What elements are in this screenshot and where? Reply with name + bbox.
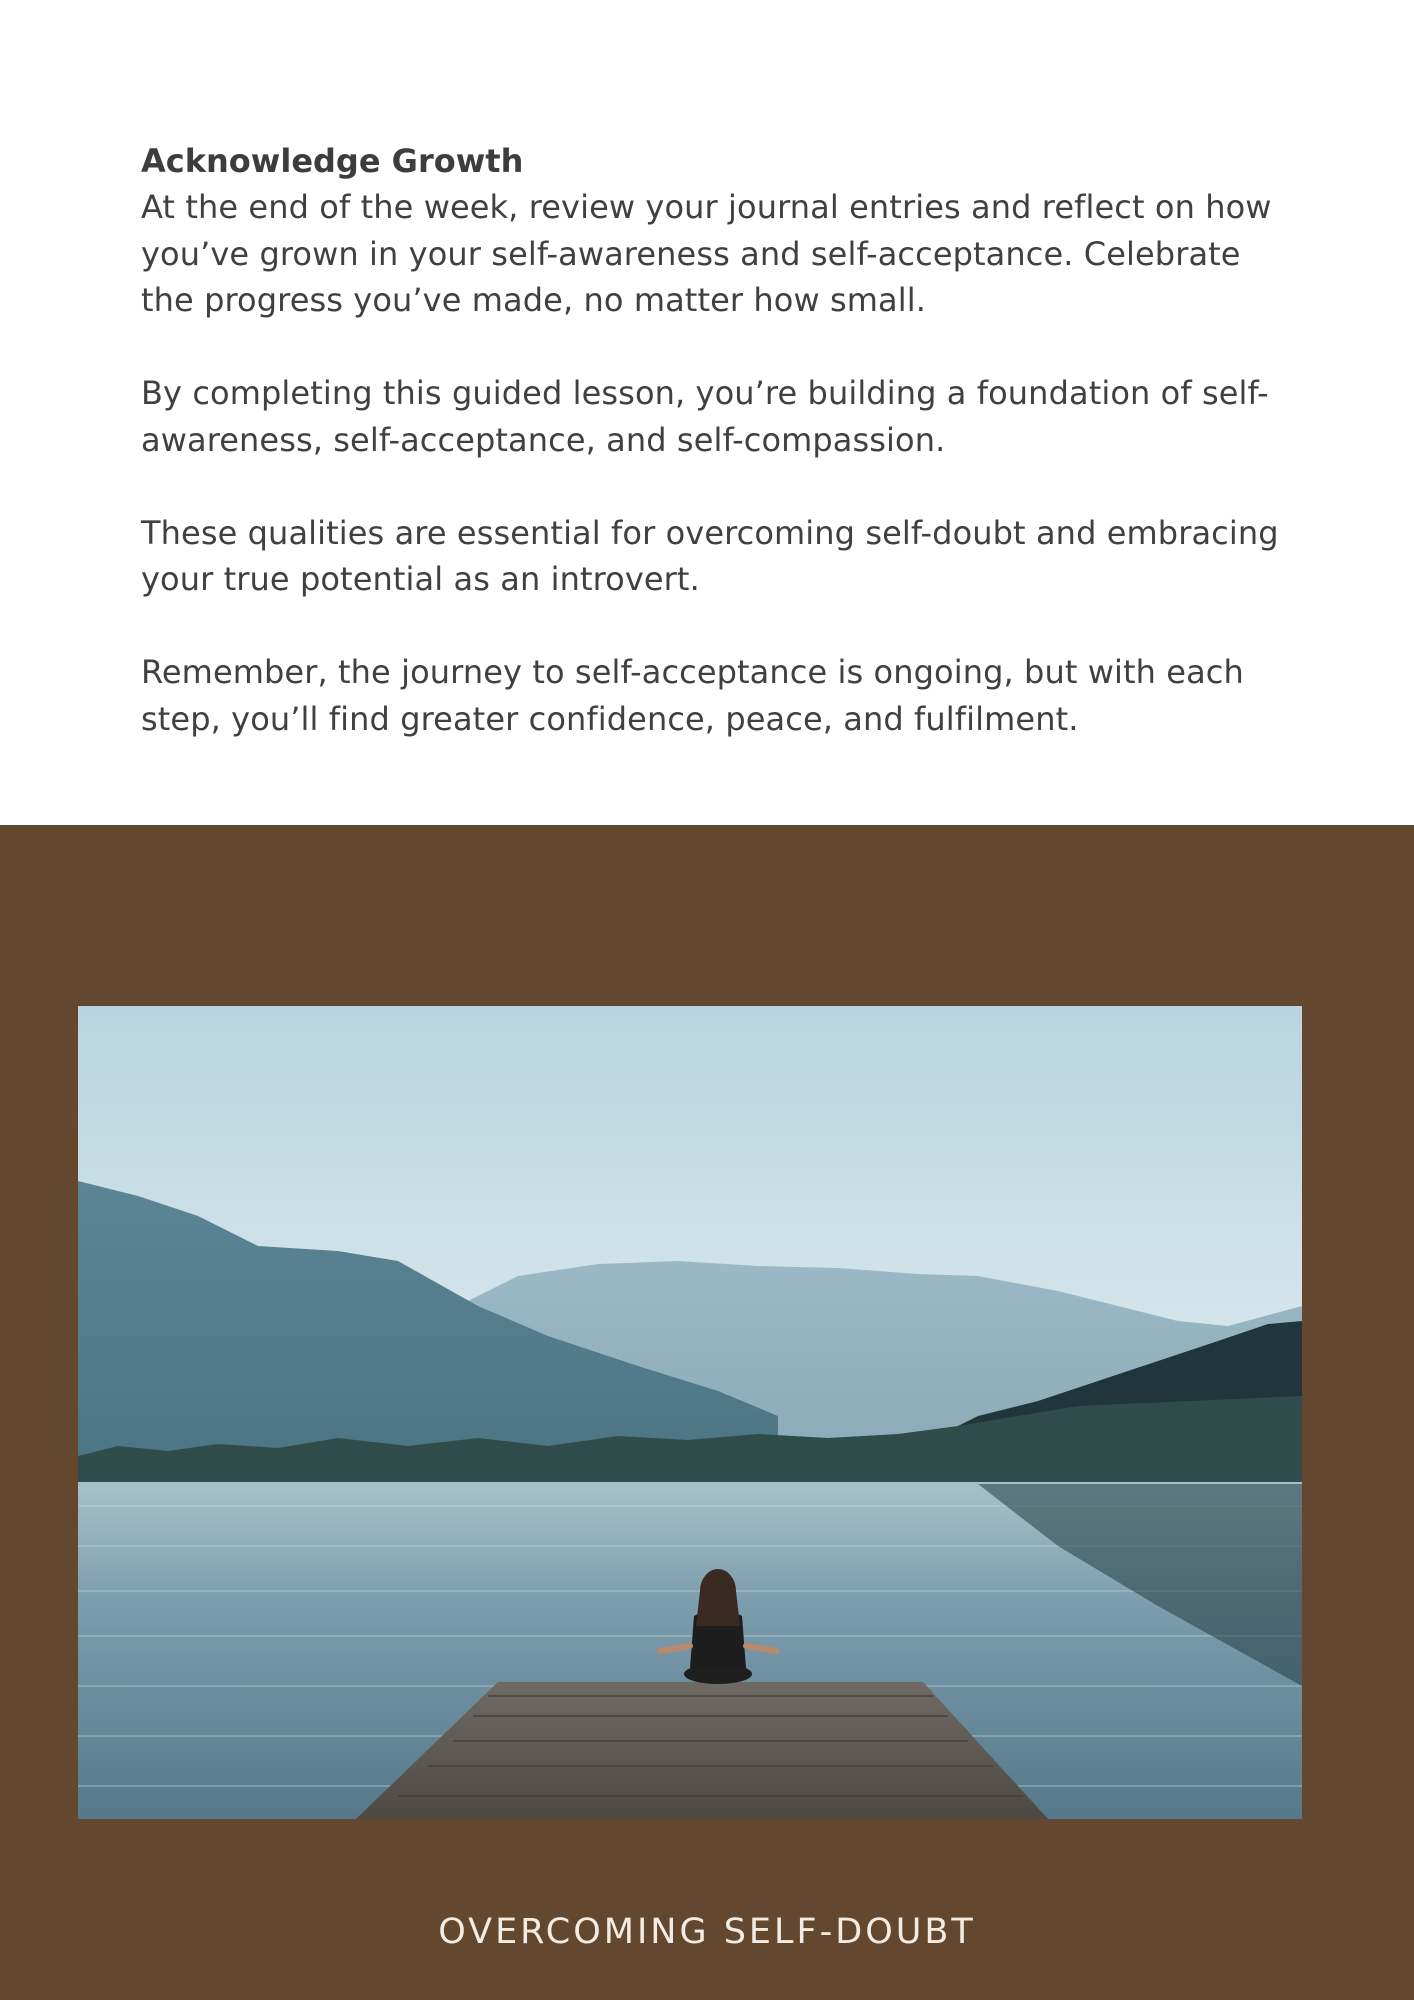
paragraph: At the end of the week, review your journal entries and reflect on how you’ve grown in your self-awareness and self-acceptance. Celebrate the progress you’ve made, no matter how small. [141,188,1272,319]
meditation-lake-photo [78,1006,1302,1819]
footer-title: OVERCOMING SELF-DOUBT [438,1912,976,1952]
paragraph: Remember, the journey to self-acceptance is ongoing, but with each step, you’ll find greater confidence, peace, and fulfilment. [141,653,1244,738]
text-block [141,138,1281,742]
paragraph: These qualities are essential for overcoming self-doubt and embracing your true potential as an introvert. [141,513,1279,598]
section-heading: Acknowledge Growth [141,142,524,180]
paragraph: By completing this guided lesson, you’re building a foundation of self-awareness, self-acceptance, and self-compassion. [141,374,1269,459]
page-content [0,0,1414,825]
